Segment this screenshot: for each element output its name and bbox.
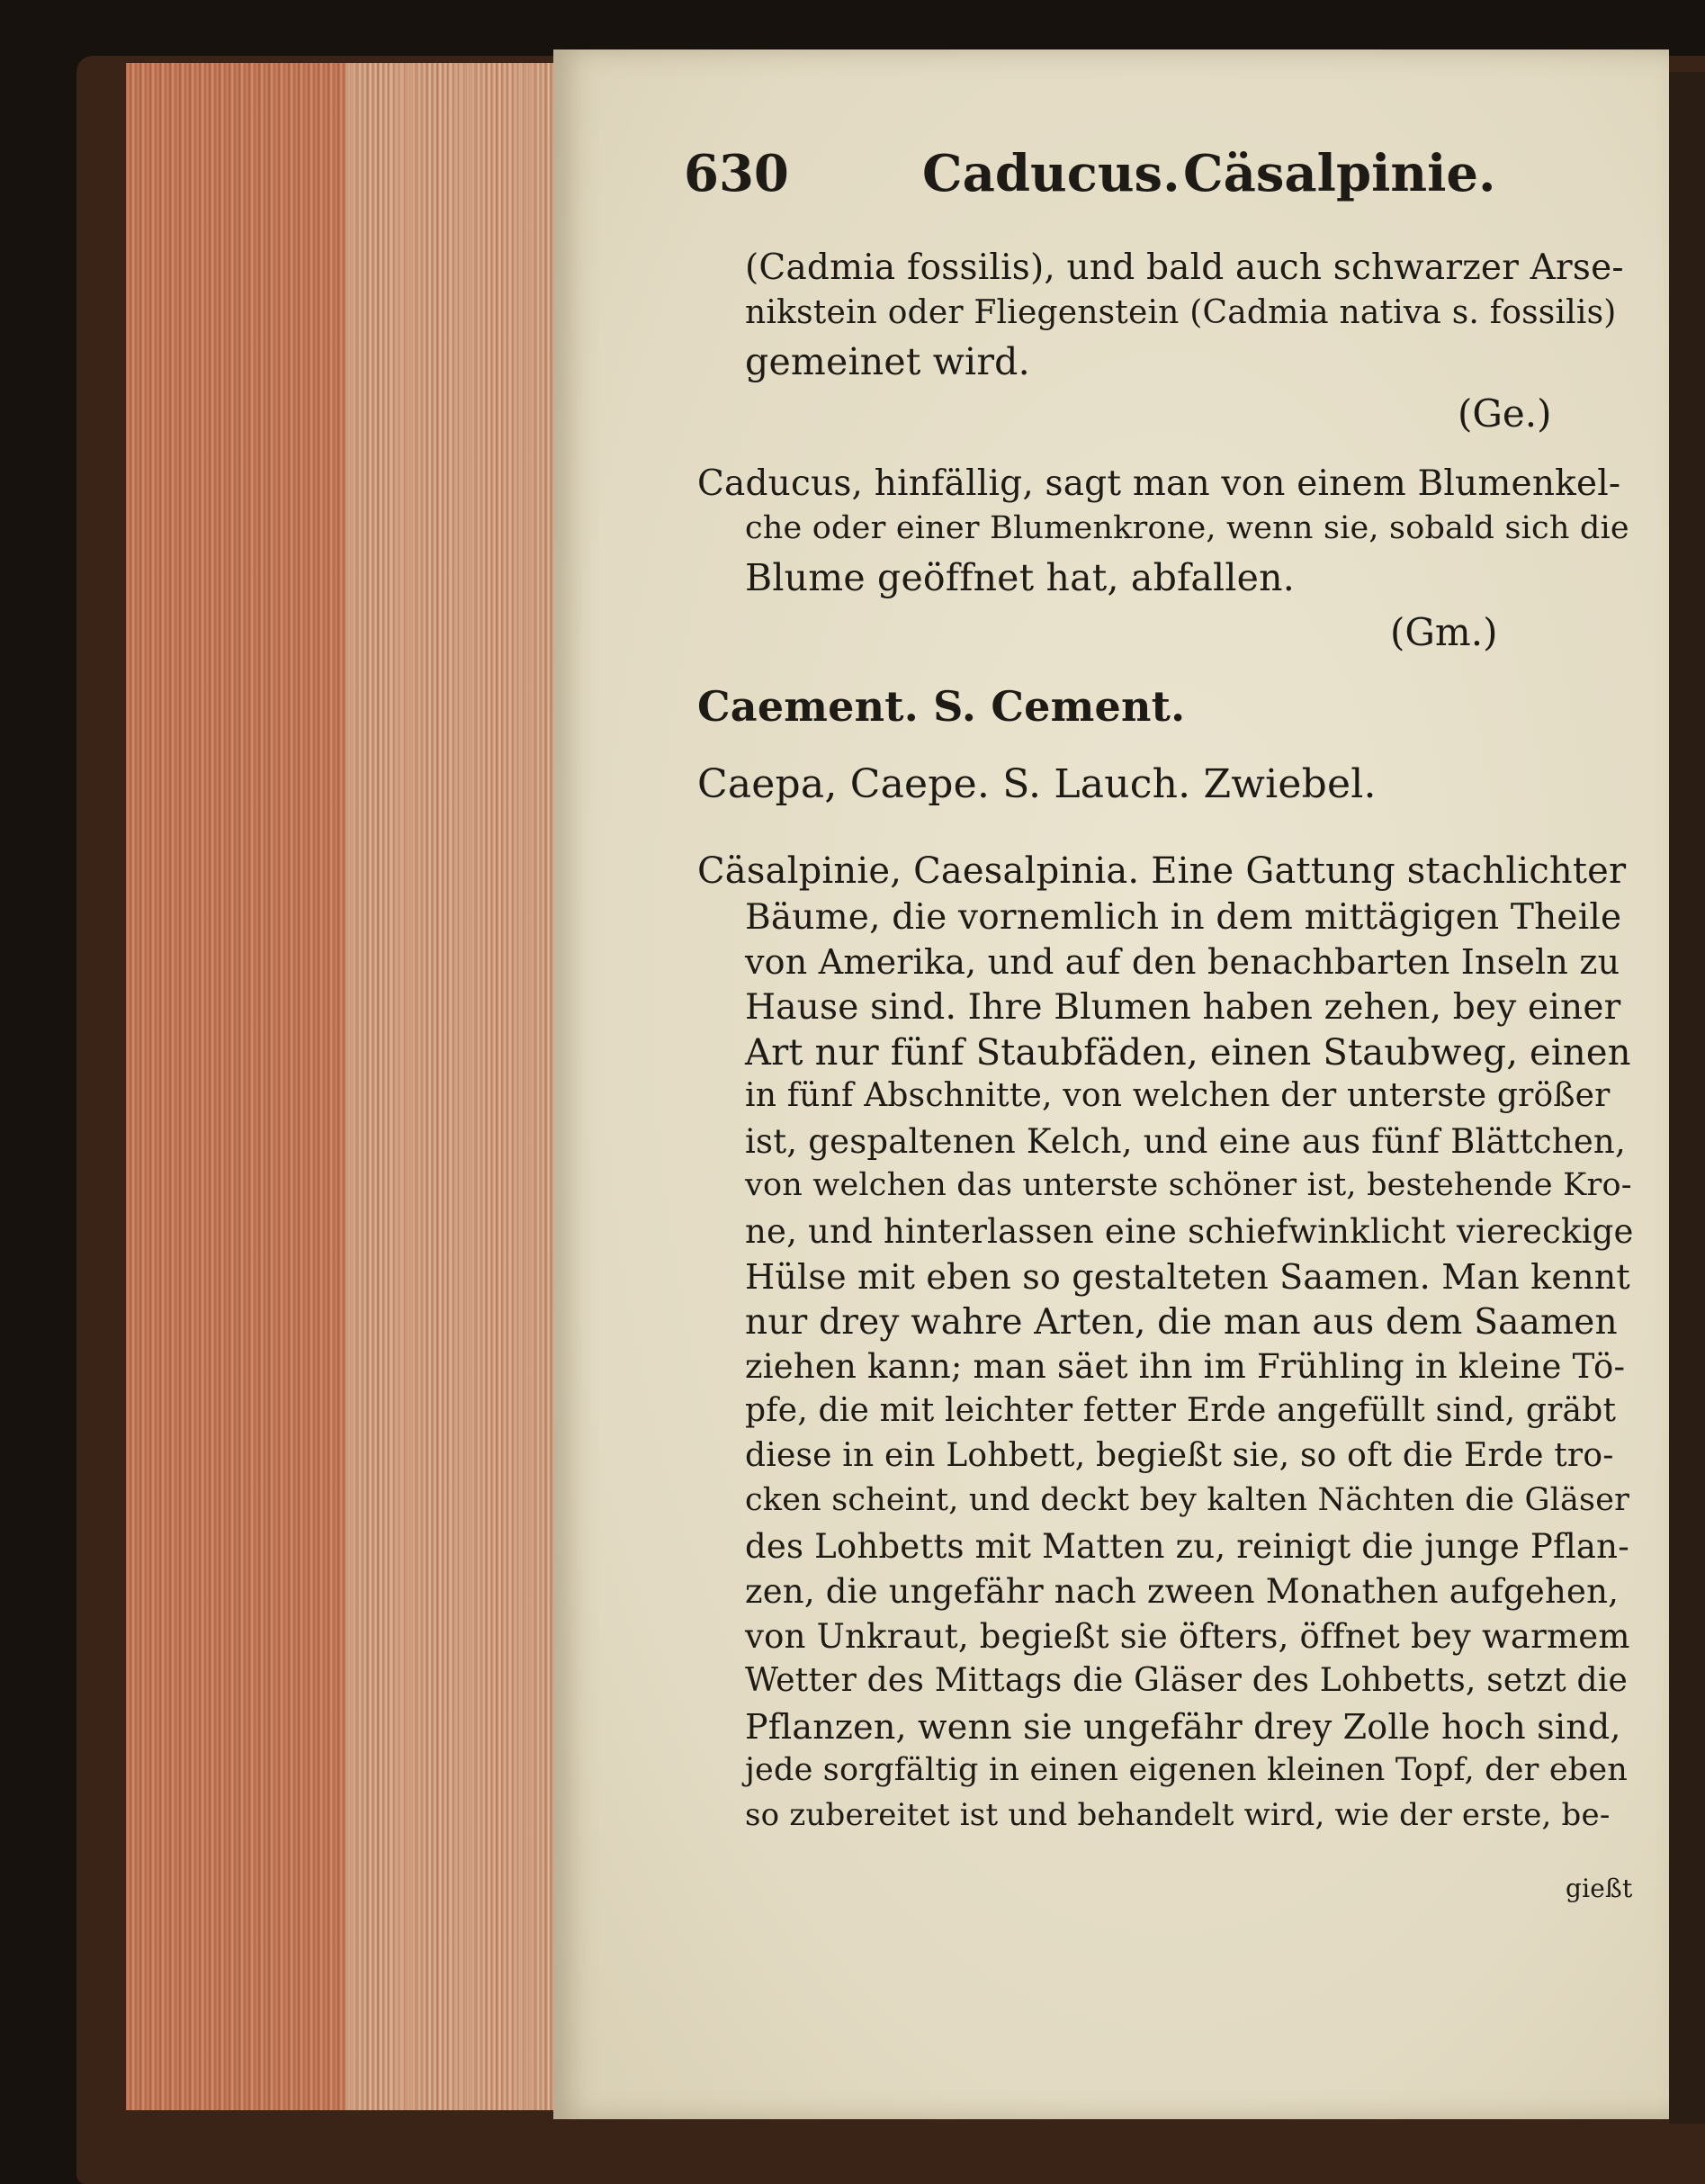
text-line: nikstein oder Fliegenstein (Cadmia nativa s. fossilis) [745, 294, 1617, 331]
text-line: zen, die ungefähr nach zween Monathen aufgehen, [745, 1572, 1620, 1611]
running-head-right: Cäsalpinie. [1183, 144, 1496, 203]
text-line: diese in ein Lohbett, begießt sie, so oft die Erde tro- [745, 1437, 1614, 1474]
text-line: Bäume, die vornemlich in dem mittägigen Theile [745, 897, 1622, 938]
text-line: von Unkraut, begießt sie öfters, öffnet bey warmem [745, 1617, 1630, 1656]
running-head-left: Caducus. [922, 144, 1180, 203]
text-line: von welchen das unterste schöner ist, bestehende Kro- [745, 1167, 1632, 1203]
page-block-edges [126, 63, 563, 2110]
entry-caement: Caement. S. Cement. [697, 682, 1186, 731]
text-line: gemeinet wird. [745, 340, 1030, 383]
entry-caepa: Caepa, Caepe. S. Lauch. Zwiebel. [697, 761, 1377, 807]
text-line: pfe, die mit leichter fetter Erde angefüllt sind, gräbt [745, 1392, 1617, 1429]
text-line: Hause sind. Ihre Blumen haben zehen, bey einer [745, 987, 1621, 1028]
text-line: Art nur fünf Staubfäden, einen Staubweg, einen [745, 1032, 1631, 1074]
text-line: nur drey wahre Arten, die man aus dem Saamen [745, 1302, 1618, 1343]
binding-edge-right [1669, 72, 1705, 2124]
text-line: von Amerika, und auf den benachbarten Inseln zu [745, 942, 1620, 982]
page-number: 630 [684, 144, 789, 203]
text-line: Blume geöffnet hat, abfallen. [745, 556, 1295, 599]
author-signature: (Gm.) [1390, 610, 1498, 654]
text-line: jede sorgfältig in einen eigenen kleinen Topf, der eben [745, 1752, 1629, 1788]
text-line: Caducus, hinfällig, sagt man von einem Blumenkel- [697, 463, 1621, 504]
text-line: Cäsalpinie, Caesalpinia. Eine Gattung stachlichter [697, 850, 1627, 892]
text-line: ist, gespaltenen Kelch, und eine aus fünf Blättchen, [745, 1122, 1626, 1161]
text-line: in fünf Abschnitte, von welchen der unterste größer [745, 1077, 1611, 1114]
text-line: ne, und hinterlassen eine schiefwinklicht viereckige [745, 1212, 1634, 1251]
text-line: des Lohbetts mit Matten zu, reinigt die junge Pflan- [745, 1527, 1629, 1566]
text-line: (Cadmia fossilis), und bald auch schwarzer Arse- [745, 247, 1624, 288]
author-signature: (Ge.) [1458, 391, 1552, 436]
text-line: ziehen kann; man säet ihn im Frühling in kleine Tö- [745, 1347, 1626, 1386]
text-line: Wetter des Mittags die Gläser des Lohbetts, setzt die [745, 1662, 1629, 1699]
text-line: Pflanzen, wenn sie ungefähr drey Zolle hoch sind, [745, 1707, 1621, 1747]
catchword: gießt [1566, 1874, 1633, 1903]
text-line: Hülse mit eben so gestalteten Saamen. Man kennt [745, 1257, 1630, 1297]
text-line: so zubereitet ist und behandelt wird, wie der erste, be- [745, 1797, 1611, 1833]
text-line: cken scheint, und deckt bey kalten Nächten die Gläser [745, 1482, 1630, 1518]
text-line: che oder einer Blumenkrone, wenn sie, sobald sich die [745, 510, 1629, 546]
